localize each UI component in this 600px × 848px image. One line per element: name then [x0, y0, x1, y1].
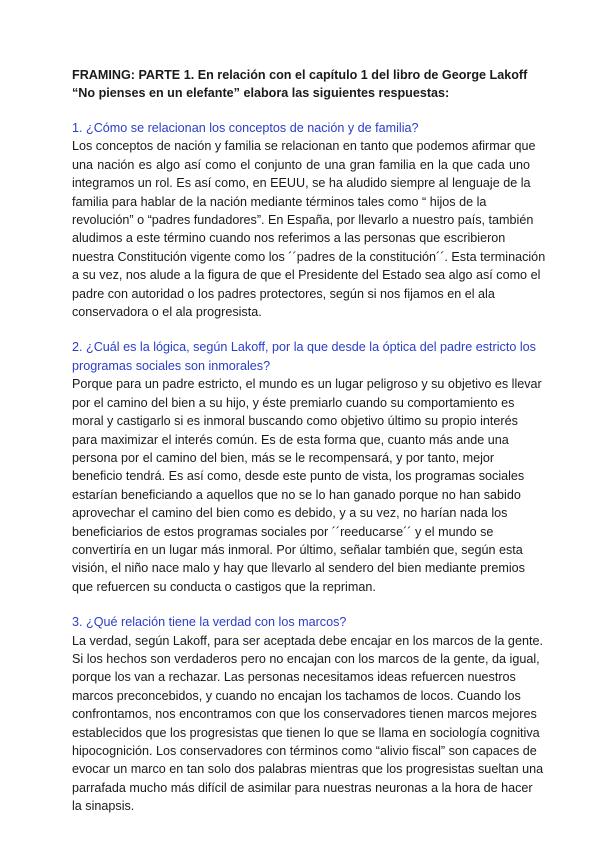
answer-line: porque los van a rechazar. Las personas necesitamos ideas refuercen nuestros [72, 670, 516, 685]
answer-line: moral y castigarlo si es inmoral buscando como objetivo último su propio interés [72, 414, 518, 429]
question-line: 3. ¿Qué relación tiene la verdad con los marcos? [72, 615, 347, 630]
question-line: 2. ¿Cuál es la lógica, según Lakoff, por la que desde la óptica del padre estricto los [72, 340, 536, 355]
answer-line: confrontamos, nos encontramos con que los conservadores tienen marcos mejores [72, 707, 537, 722]
answer-1 [72, 137, 546, 321]
answer-line: convertiría en un lugar más inmoral. Por último, señalar también que, según esta [72, 542, 523, 557]
section-2 [72, 338, 542, 596]
answer-line: La verdad, según Lakoff, para ser aceptada debe encajar en los marcos de la gente. [72, 633, 543, 648]
answer-line: Si los hechos son verdaderos pero no encajan con los marcos de la gente, da igual, [72, 651, 540, 666]
answer-line: beneficiarios de estos programas sociales por ´´reeducarse´´ y el mundo se [72, 524, 494, 539]
answer-line: estarían beneficiando a aquellos que no se lo han ganado porque no han sabido [72, 487, 521, 502]
answer-line: nuestra Constitución vigente como los ´´padres de la constitución´´. Esta terminación [72, 249, 546, 264]
section-3 [72, 613, 544, 815]
answer-line: familia para hablar de la nación mediante términos tales como “ hijos de la [72, 194, 487, 209]
answer-line: Porque para un padre estricto, el mundo es un lugar peligroso y su objetivo es llevar [72, 377, 542, 392]
answer-line: que refuercen su conducta o castigos que la repriman. [72, 579, 376, 594]
answer-line: por el camino del bien a su hijo, y éste premiarlo cuando su comportamiento es [72, 395, 515, 410]
answer-line: evocar un marco en tan solo dos palabras mientras que los progresistas sueltan una [72, 762, 544, 777]
question-line: programas sociales son inmorales? [72, 358, 271, 373]
question-2 [72, 338, 536, 375]
question-1 [72, 119, 530, 137]
question-line: 1. ¿Cómo se relacionan los conceptos de nación y de familia? [72, 121, 419, 135]
answer-line: marcos preconcebidos, y cuando no encajan los tachamos de locos. Cuando los [72, 688, 521, 703]
document-title [72, 66, 530, 102]
answer-line: hipocognición. Los conservadores con términos como “alivio fiscal” son capaces de [72, 744, 537, 758]
answer-line: revolución” o “padres fundadores”. En España, por llevarlo a nuestro país, también [72, 213, 534, 228]
answer-line: establecidos que los progresistas que tienen lo que se llama en sociología cognitiva [72, 725, 540, 740]
answer-3 [72, 632, 544, 816]
answer-line: aprovechar el camino del bien como es debido, y a su vez, no harían nada los [72, 506, 508, 521]
answer-2 [72, 375, 542, 596]
document-page [72, 66, 546, 833]
answer-line: visión, el niño nace malo y hay que llevarlo al sendero del bien mediante premios [72, 561, 525, 576]
answer-line: una nación es algo así como el conjunto de una gran familia en la que cada uno [72, 157, 530, 172]
answer-line: aludimos a este término cuando nos referimos a las personas que escribieron [72, 231, 506, 246]
answer-line: beneficio tendrá. Es así como, desde este punto de vista, los programas sociales [72, 469, 525, 484]
answer-line: la sinapsis. [72, 799, 135, 814]
title-line: “No pienses en un elefante” elabora las siguientes respuestas: [72, 86, 450, 100]
answer-line: a su vez, nos alude a la figura de que el Presidente del Estado sea algo así como el [72, 268, 541, 283]
answer-line: para maximizar el interés común. Es de esta forma que, cuanto más ande una [72, 432, 509, 447]
answer-line: parrafada mucho más difícil de asimilar para nuestras neuronas a la hora de hacer [72, 780, 533, 795]
answer-line: integramos un rol. Es así como, en EEUU, se ha aludido siempre al lenguaje de la [72, 176, 531, 191]
title-line: FRAMING: PARTE 1. En relación con el capítulo 1 del libro de George Lakoff [72, 68, 528, 82]
answer-line: conservadora o el ala progresista. [72, 305, 262, 320]
section-1 [72, 119, 546, 321]
answer-line: Los conceptos de nación y familia se relacionan en tanto que podemos afirmar que [72, 139, 536, 154]
question-3 [72, 613, 530, 631]
answer-line: padre con autoridad o los padres protectores, según si nos fijamos en el ala [72, 286, 495, 301]
answer-line: persona por el camino del bien, más se le recompensará, y por tanto, mejor [72, 450, 495, 465]
